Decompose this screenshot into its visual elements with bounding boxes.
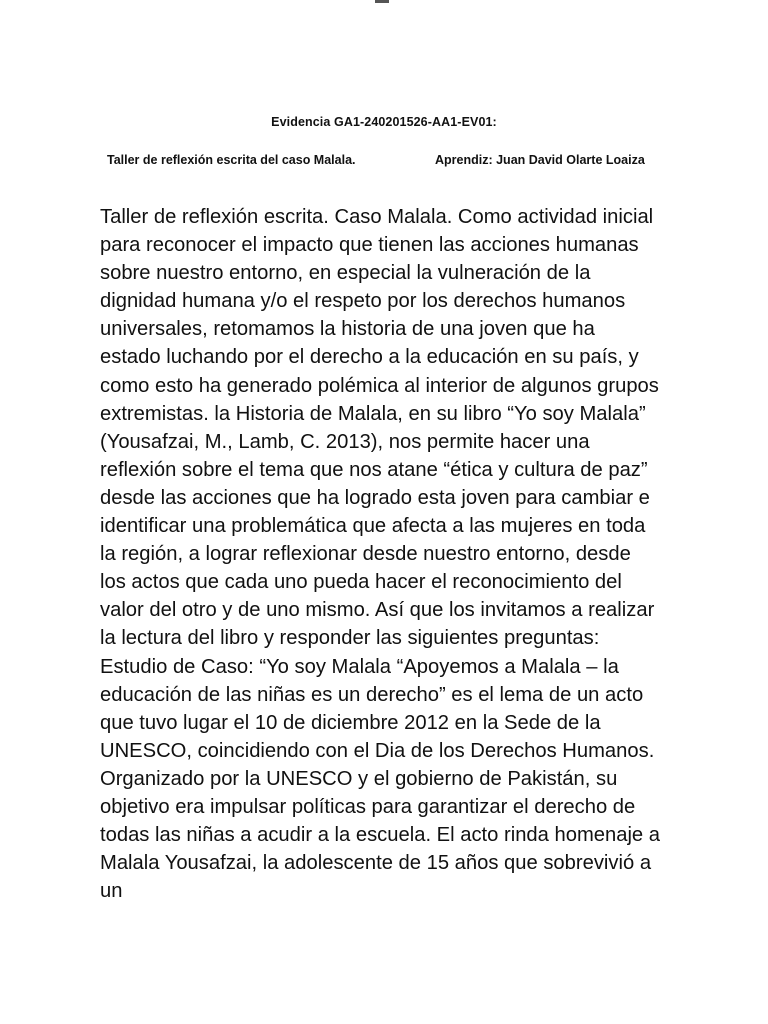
evidence-title: Evidencia GA1-240201526-AA1-EV01: bbox=[271, 115, 497, 129]
page-top-mark bbox=[375, 0, 389, 3]
body-paragraph: Taller de reflexión escrita. Caso Malala. Como actividad inicial para reconocer el impacto que tienen las acciones humanas sobre nuestro entorno, en especial la vulneración de la dignidad humana y/o el respeto por los derechos humanos universales, retomamos la historia de una joven que ha estado luchando por el derecho a la educación en su país, y como esto ha generado polémica al interior de algunos grupos extremistas. la Historia de Malala, en su libro “Yo soy Malala” (Yousafzai, M., Lamb, C. 2013), nos permite hacer una reflexión sobre el tema que nos atane “ética y cultura de paz” desde las acciones que ha logrado esta joven para cambiar e identificar una problemática que afecta a las mujeres en toda la región, a lograr reflexionar desde nuestro entorno, desde los actos que cada uno pueda hacer el reconocimiento del valor del otro y de uno mismo. Así que los invitamos a realizar la lectura del libro y responder las siguientes preguntas: Estudio de Caso: “Yo soy Malala “Apoyemos a Malala – la educación de las niñas es un derecho” es el lema de un acto que tuvo lugar el 10 de diciembre 2012 en la Sede de la UNESCO, coincidiendo con el Dia de los Derechos Humanos. Organizado por la UNESCO y el gobierno de Pakistán, su objetivo era impulsar políticas para garantizar el derecho de todas las niñas a acudir a la escuela. El acto rinda homenaje a Malala Yousafzai, la adolescente de 15 años que sobrevivió a un bbox=[100, 206, 660, 903]
workshop-subtitle: Taller de reflexión escrita del caso Malala. bbox=[107, 153, 356, 167]
apprentice-name: Aprendiz: Juan David Olarte Loaiza bbox=[435, 153, 645, 167]
